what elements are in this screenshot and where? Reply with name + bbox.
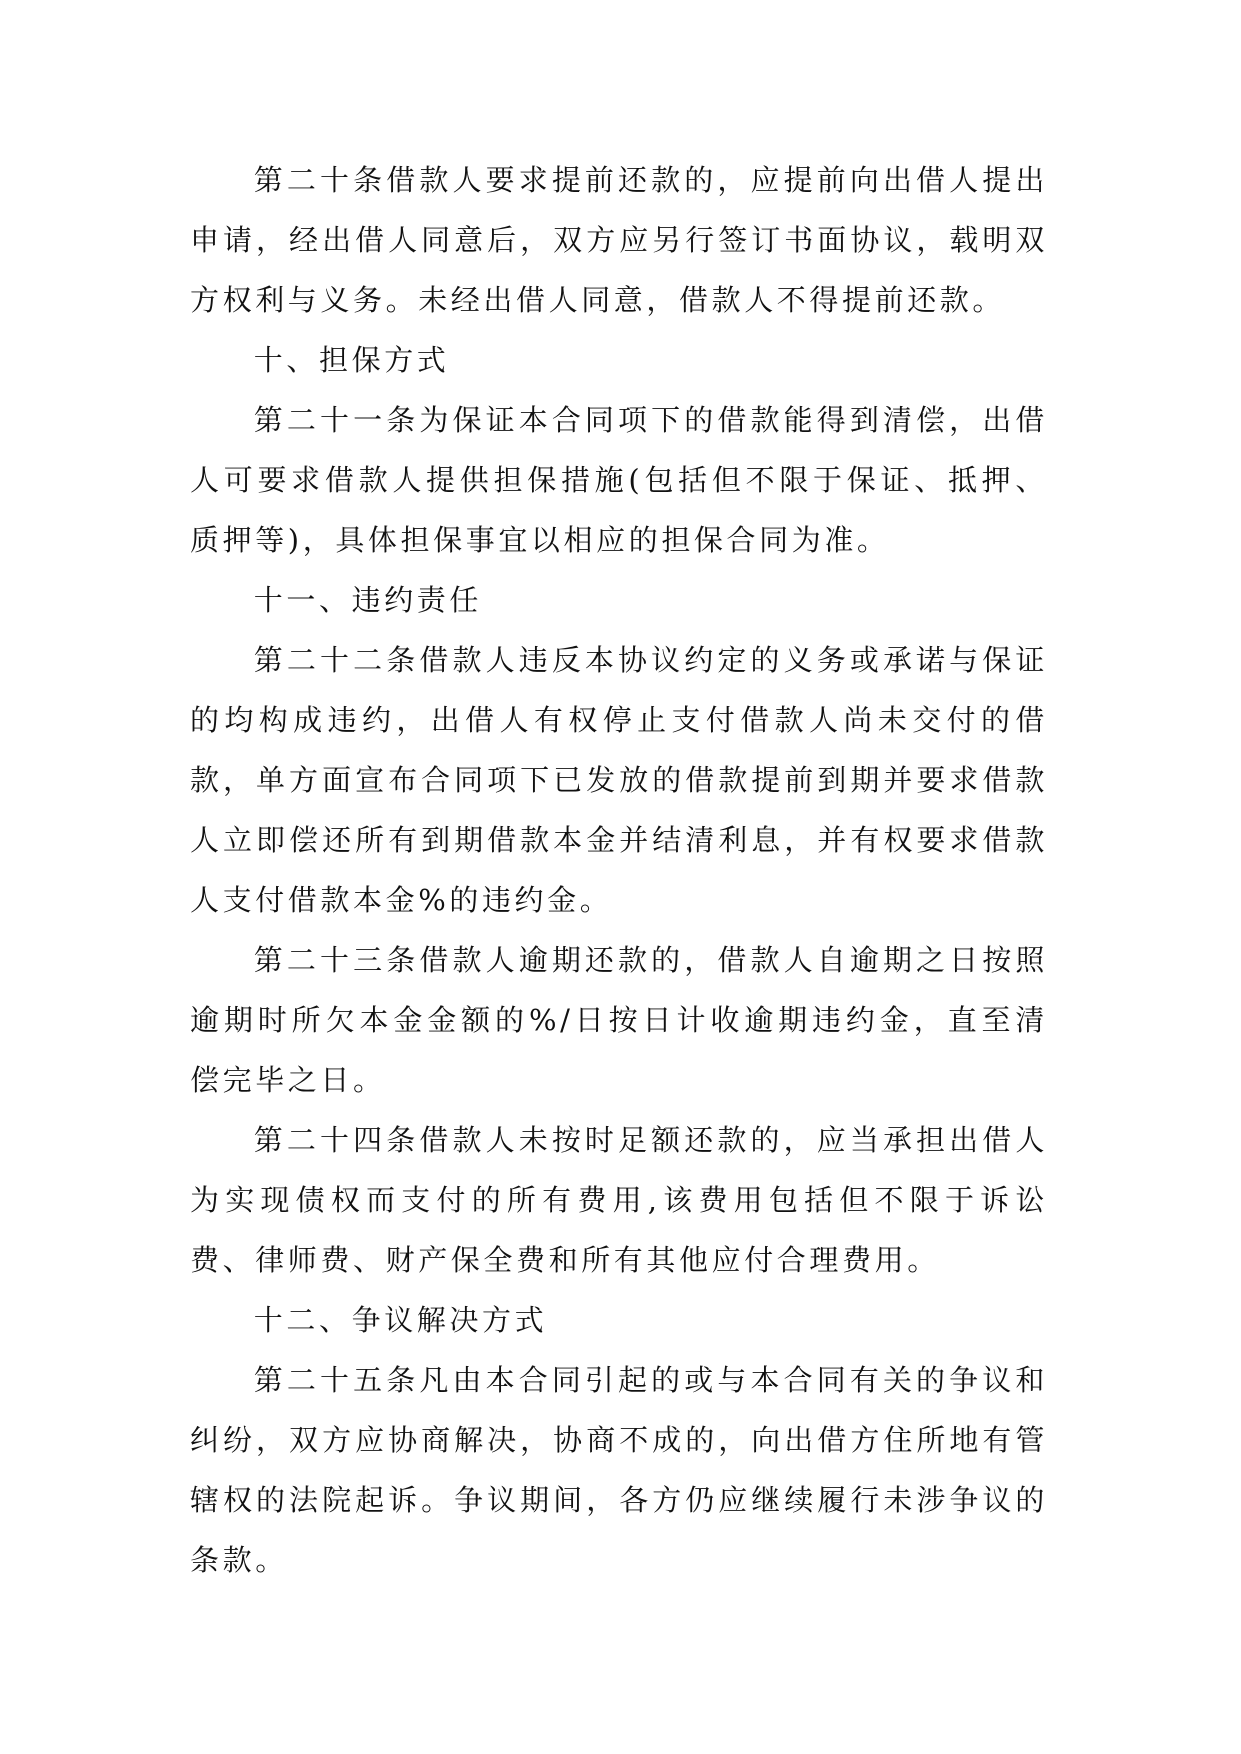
clause-21-paragraph: 第二十一条为保证本合同项下的借款能得到清偿，出借人可要求借款人提供担保措施(包括但不限于保证、抵押、质押等)，具体担保事宜以相应的担保合同为准。	[190, 403, 1048, 557]
clause-22-paragraph: 第二十二条借款人违反本协议约定的义务或承诺与保证的均构成违约，出借人有权停止支付借款人尚未交付的借款，单方面宣布合同项下已发放的借款提前到期并要求借款人立即偿还所有到期借款本金并结清利息，并有权要求借款人支付借款本金%的违约金。	[190, 643, 1048, 917]
section-heading-guarantee: 十、担保方式	[253, 343, 450, 377]
clause-23-paragraph: 第二十三条借款人逾期还款的，借款人自逾期之日按照逾期时所欠本金金额的%/日按日计收逾期违约金，直至清偿完毕之日。	[190, 943, 1048, 1097]
clause-20-paragraph: 第二十条借款人要求提前还款的，应提前向出借人提出申请，经出借人同意后，双方应另行签订书面协议，载明双方权利与义务。未经出借人同意，借款人不得提前还款。	[190, 163, 1048, 317]
document-body	[190, 150, 1048, 1590]
clause-24-paragraph: 第二十四条借款人未按时足额还款的，应当承担出借人为实现债权而支付的所有费用,该费用包括但不限于诉讼费、律师费、财产保全费和所有其他应付合理费用。	[190, 1123, 1048, 1277]
section-heading-liability: 十一、违约责任	[253, 583, 482, 617]
section-heading-dispute: 十二、争议解决方式	[253, 1303, 548, 1337]
clause-25-paragraph: 第二十五条凡由本合同引起的或与本合同有关的争议和纠纷，双方应协商解决，协商不成的，向出借方住所地有管辖权的法院起诉。争议期间，各方仍应继续履行未涉争议的条款。	[190, 1363, 1048, 1577]
